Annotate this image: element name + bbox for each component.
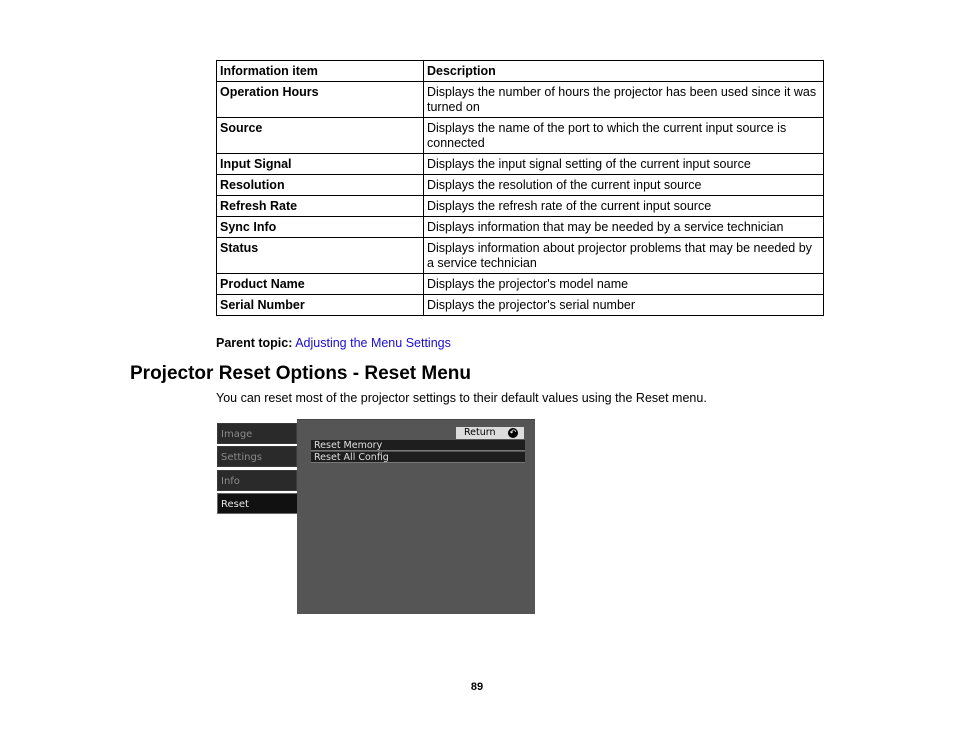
item-cell: Source <box>217 118 424 154</box>
description-cell: Displays the refresh rate of the current input source <box>424 196 824 217</box>
table-row <box>217 154 824 175</box>
item-cell: Sync Info <box>217 217 424 238</box>
table-row <box>217 238 824 274</box>
column-header-item: Information item <box>217 61 424 82</box>
description-cell: Displays the projector's serial number <box>424 295 824 316</box>
item-cell: Product Name <box>217 274 424 295</box>
description-cell: Displays the number of hours the projector has been used since it was turned on <box>424 82 824 118</box>
menu-tab-settings[interactable]: Settings <box>217 446 297 467</box>
return-label: Return <box>464 427 496 438</box>
description-cell: Displays the projector's model name <box>424 274 824 295</box>
menu-option-reset-memory[interactable]: Reset Memory <box>311 440 525 451</box>
menu-tab-image[interactable]: Image <box>217 423 297 444</box>
table-header-row <box>217 61 824 82</box>
table-row <box>217 217 824 238</box>
description-cell: Displays the name of the port to which the current input source is connected <box>424 118 824 154</box>
description-cell: Displays information that may be needed by a service technician <box>424 217 824 238</box>
description-cell: Displays the resolution of the current input source <box>424 175 824 196</box>
parent-topic <box>216 336 451 350</box>
menu-option-reset-all-config[interactable]: Reset All Config <box>311 452 525 463</box>
description-cell: Displays the input signal setting of the current input source <box>424 154 824 175</box>
menu-tab-reset[interactable]: Reset <box>217 493 304 514</box>
item-cell: Input Signal <box>217 154 424 175</box>
item-cell: Resolution <box>217 175 424 196</box>
table-row <box>217 274 824 295</box>
menu-tab-info[interactable]: Info <box>217 470 297 491</box>
section-heading: Projector Reset Options - Reset Menu <box>130 363 472 384</box>
table-row <box>217 175 824 196</box>
return-button[interactable] <box>456 427 524 439</box>
item-cell: Serial Number <box>217 295 424 316</box>
return-icon: ↶ <box>509 428 517 437</box>
parent-topic-label: Parent topic: <box>216 336 293 350</box>
intro-paragraph: You can reset most of the projector settings to their default values using the Reset menu. <box>216 391 707 405</box>
parent-topic-link[interactable]: Adjusting the Menu Settings <box>295 336 451 350</box>
table-row <box>217 196 824 217</box>
column-header-description: Description <box>424 61 824 82</box>
item-cell: Status <box>217 238 424 274</box>
page-number: 89 <box>470 681 484 693</box>
item-cell: Refresh Rate <box>217 196 424 217</box>
description-cell: Displays information about projector problems that may be needed by a service technician <box>424 238 824 274</box>
item-cell: Operation Hours <box>217 82 424 118</box>
table-row <box>217 295 824 316</box>
information-table <box>216 60 824 316</box>
table-row <box>217 118 824 154</box>
reset-menu-screenshot <box>216 419 536 613</box>
table-row <box>217 82 824 118</box>
